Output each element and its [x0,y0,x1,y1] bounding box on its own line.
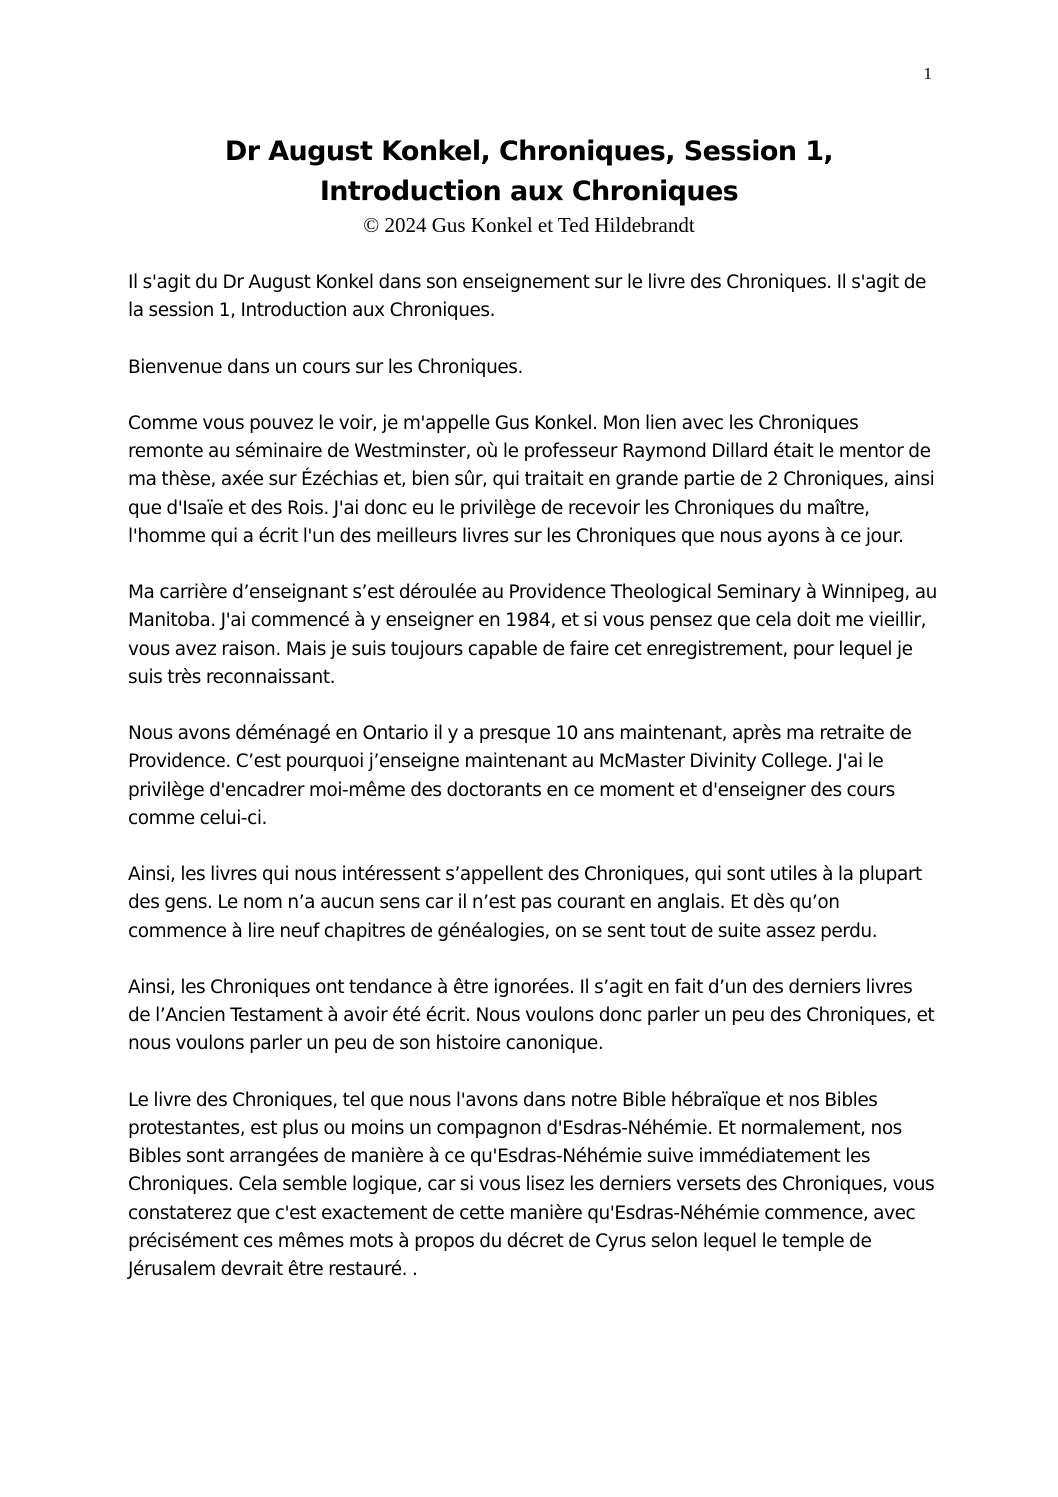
paragraph: Nous avons déménagé en Ontario il y a presque 10 ans maintenant, après ma retraite de Providence. C’est pourquoi j’enseigne maintenant au McMaster Divinity College. J'ai le privilège d'encadrer moi-même des doctorants en ce moment et d'enseigner des cours comme celui-ci. [128,723,912,829]
document-title-line-1: Dr August Konkel, Chroniques, Session 1, [224,136,834,167]
document-title-line-2: Introduction aux Chroniques [319,176,739,207]
paragraph: Il s'agit du Dr August Konkel dans son enseignement sur le livre des Chroniques. Il s'agit de la session 1, Introduction aux Chroniques. [128,272,926,322]
paragraph: Ma carrière d’enseignant s’est déroulée au Providence Theological Seminary à Winnipeg, au Manitoba. J'ai commencé à y enseigner en 1984, et si vous pensez que cela doit me vieillir, vous avez raison. Mais je suis toujours capable de faire cet enregistrement, pour lequel je suis très reconnaissant. [128,582,937,688]
document-body [128,269,938,1312]
paragraph: Ainsi, les livres qui nous intéressent s’appellent des Chroniques, qui sont utiles à la plupart des gens. Le nom n’a aucun sens car il n’est pas courant en anglais. Et dès qu’on commence à lire neuf chapitres de généalogies, on se sent tout de suite assez perdu. [128,864,922,942]
paragraph: Le livre des Chroniques, tel que nous l'avons dans notre Bible hébraïque et nos Bibles protestantes, est plus ou moins un compagnon d'Esdras-Néhémie. Et normalement, nos Bibles sont arrangées de manière à ce qu'Esdras-Néhémie suive immédiatement les Chroniques. Cela semble logique, car si vous lisez les derniers versets des Chroniques, vous constaterez que c'est exactement de cette manière qu'Esdras-Néhémie commence, avec précisément ces mêmes mots à propos du décret de Cyrus selon lequel le temple de Jérusalem devrait être restauré. . [128,1089,935,1280]
title-block [0,132,1058,238]
paragraph: Ainsi, les Chroniques ont tendance à être ignorées. Il s’agit en fait d’un des derniers livres de l’Ancien Testament à avoir été écrit. Nous voulons donc parler un peu des Chroniques, et nous voulons parler un peu de son histoire canonique. [128,976,935,1055]
page-number: 1 [923,64,932,83]
paragraph: Bienvenue dans un cours sur les Chroniques. [128,356,523,378]
copyright-notice: © 2024 Gus Konkel et Ted Hildebrandt [363,213,695,237]
paragraph: Comme vous pouvez le voir, je m'appelle Gus Konkel. Mon lien avec les Chroniques remonte au séminaire de Westminster, où le professeur Raymond Dillard était le mentor de ma thèse, axée sur Ézéchias et, bien sûr, qui traitait en grande partie de 2 Chroniques, ainsi que d'Isaïe et des Rois. J'ai donc eu le privilège de recevoir les Chroniques du maître, l'homme qui a écrit l'un des meilleurs livres sur les Chroniques que nous ayons à ce jour. [128,412,935,547]
